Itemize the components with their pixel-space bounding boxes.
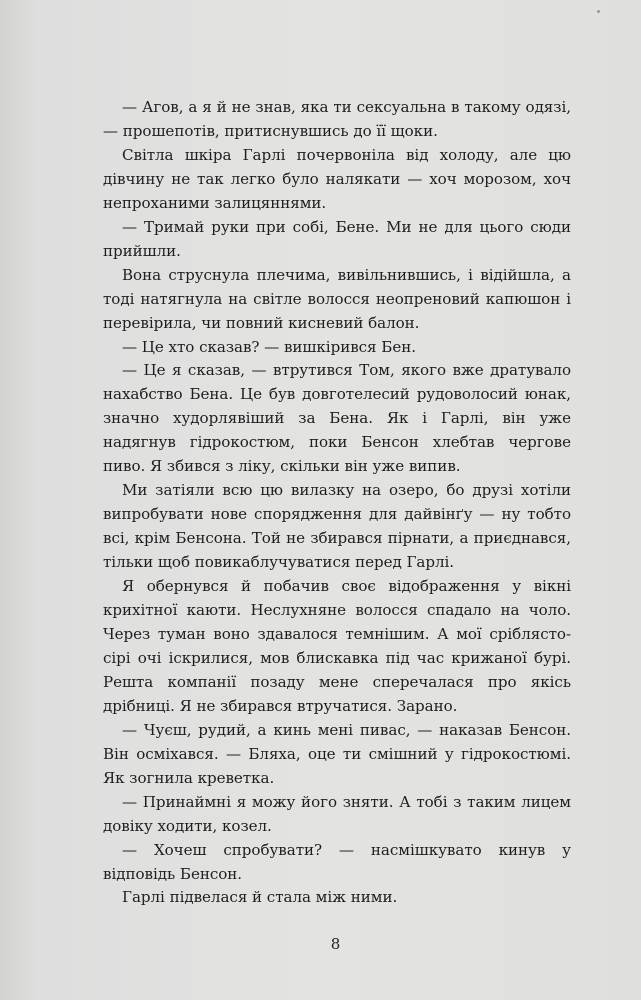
paragraph: — Тримай руки при собі, Бене. Ми не для цього сюди прийшли.	[103, 217, 571, 260]
paragraph: — Хочеш спробувати? — насмішкувато кинув у відповідь Бенсон.	[103, 840, 571, 883]
paragraph: — Принаймні я можу його зняти. А тобі з таким лицем довіку ходити, козел.	[103, 792, 571, 835]
paragraph: Ми затіяли всю цю вилазку на озеро, бо друзі хотіли випробувати нове спорядження для дайвінґу — ну тобто всі, крім Бенсона. Той не збирався пірнати, а приєднався, тільки щоб повикаблучуватися перед Гарлі.	[103, 481, 571, 572]
paragraph: — Чуєш, рудий, а кинь мені пивас, — наказав Бенсон. Він осміхався. — Бляха, оце ти смішний у гідрокостюмі. Як зогнила креветка.	[103, 720, 571, 787]
paragraph: — Це я сказав, — втрутився Том, якого вже дратувало нахабство Бена. Це був довготелесий рудоволосий юнак, значно худорлявіший за Бена. Як і Гарлі, він уже надягнув гідрокостюм, поки Бенсон хлебтав чергове пиво. Я збився з ліку, скільки він уже випив.	[103, 361, 571, 476]
paragraph: Я обернувся й побачив своє відображення у вікні крихітної каюти. Неслухняне волосся спадало на чоло. Через туман воно здавалося темнішим. А мої сріблясто-сірі очі іскрилися, мов блискавка під час крижаної бурі. Решта компанії позаду мене сперечалася про якісь дрібниці. Я не збирався втручатися. Зарано.	[103, 577, 571, 715]
paragraph: Світла шкіра Гарлі почервоніла від холоду, але цю дівчину не так легко було налякати — хоч морозом, хоч непроханими залицяннями.	[103, 145, 571, 212]
paragraph: Гарлі підвелася й стала між ними.	[122, 888, 398, 907]
page-number: 8	[330, 935, 341, 953]
paragraph: — Це хто сказав? — вишкірився Бен.	[122, 337, 416, 356]
paragraph: — Агов, а я й не знав, яка ти сексуальна в такому одязі, — прошепотів, притиснувшись до її щоки.	[103, 98, 571, 140]
paragraph: Вона струснула плечима, вивільнившись, і відійшла, а тоді натягнула на світле волосся неопреновий капюшон і перевірила, чи повний кисневий балон.	[103, 265, 571, 332]
body-text	[103, 96, 571, 910]
scan-speck	[597, 10, 600, 13]
